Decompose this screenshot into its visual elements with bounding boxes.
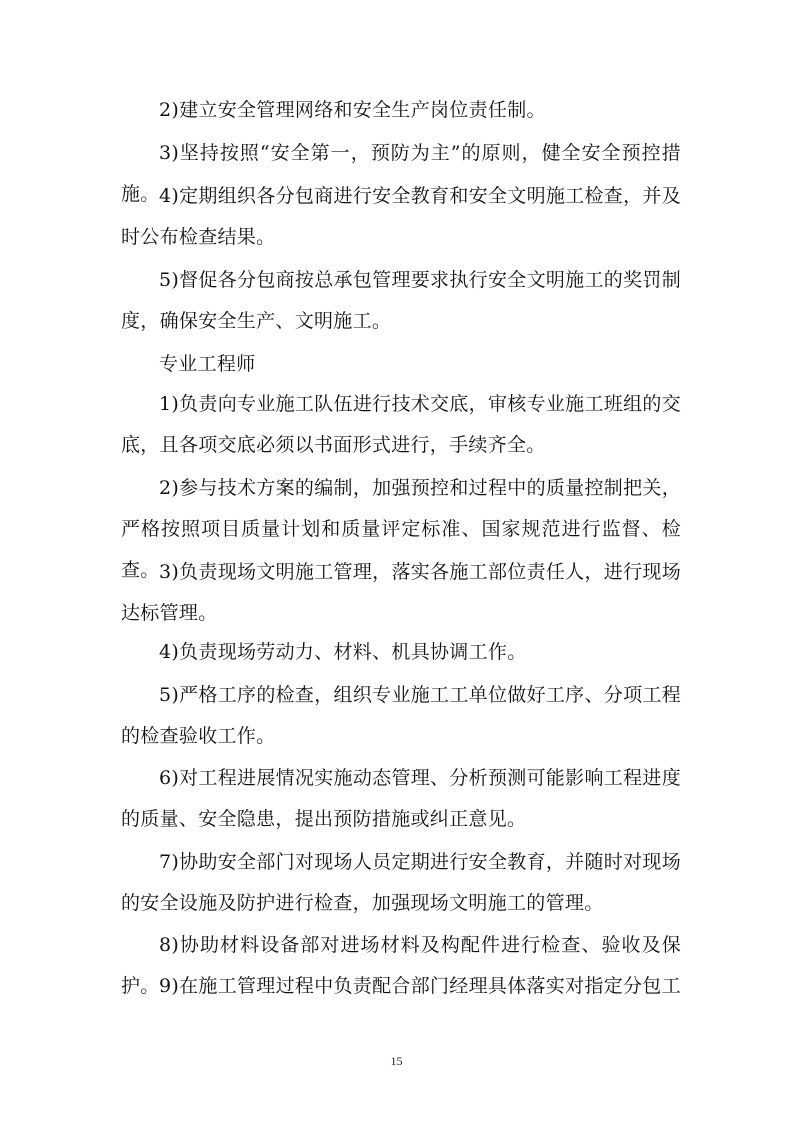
paragraph-material-inspection: 8)协助材料设备部对进场材料及构配件进行检查、验收及保护。	[121, 934, 681, 997]
paragraph-subcontract-coordination: 9)在施工管理过程中负责配合部门经理具体落实对指定分包工	[159, 975, 681, 997]
section-heading-engineer: 专业工程师	[159, 353, 256, 375]
paragraph-reward-penalty: 5)督促各分包商按总承包管理要求执行安全文明施工的奖罚制度，确保安全生产、文明施工。	[121, 269, 681, 332]
paragraph-dynamic-management: 6)对工程进展情况实施动态管理、分析预测可能影响工程进度的质量、安全隐患，提出预防措施或纠正意见。	[121, 767, 681, 830]
paragraph-safety-education: 7)协助安全部门对现场人员定期进行安全教育，并随时对现场的安全设施及防护进行检查，加强现场文明施工的管理。	[121, 851, 681, 914]
paragraph-safety-inspection: 4)定期组织各分包商进行安全教育和安全文明施工检查，并及时公布检查结果。	[121, 185, 681, 248]
paragraph-safety-first: 3)坚持按照“安全第一，预防为主”的原则，健全安全预控措施。	[121, 142, 681, 205]
paragraph-tech-briefing: 1)负责向专业施工队伍进行技术交底，审核专业施工班组的交底，且各项交底必须以书面形式进行，手续齐全。	[121, 393, 681, 456]
page-number: 15	[390, 1054, 403, 1068]
paragraph-tech-plan: 2)参与技术方案的编制，加强预控和过程中的质量控制把关，严格按照项目质量计划和质量评定标准、国家规范进行监督、检查。	[121, 477, 681, 581]
paragraph-safety-network: 2)建立安全管理网络和安全生产岗位责任制。	[159, 99, 546, 121]
paragraph-site-management: 3)负责现场文明施工管理，落实各施工部位责任人，进行现场达标管理。	[121, 561, 681, 624]
paragraph-labor-coordination: 4)负责现场劳动力、材料、机具协调工作。	[159, 641, 527, 663]
paragraph-process-inspection: 5)严格工序的检查，组织专业施工工单位做好工序、分项工程的检查验收工作。	[121, 684, 681, 747]
